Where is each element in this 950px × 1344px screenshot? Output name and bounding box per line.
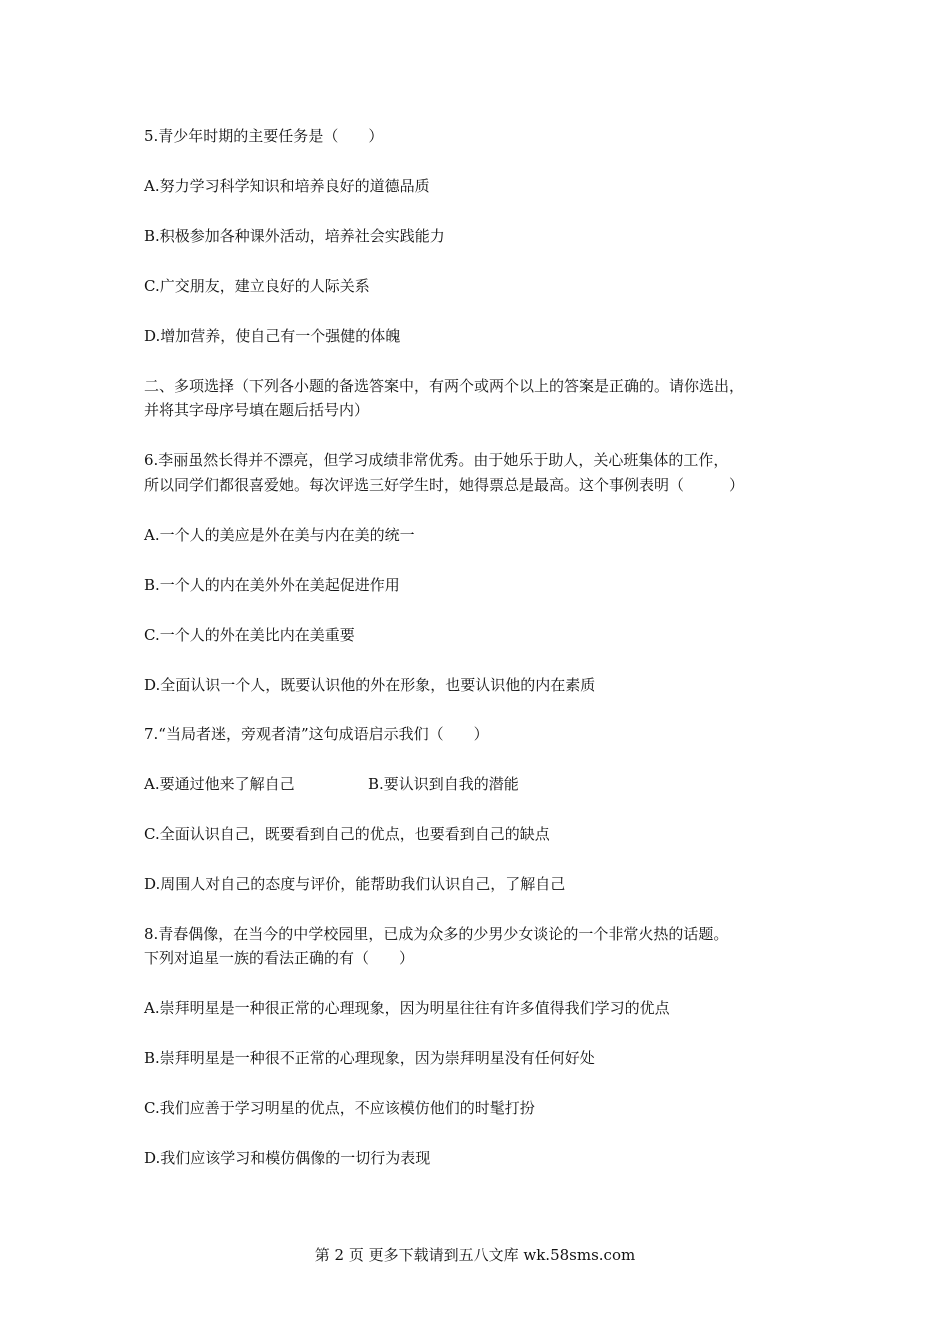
section2-heading-line2: 并将其字母序号填在题后括号内） [144, 401, 370, 419]
q7-option-b: B.要认识到自我的潜能 [368, 775, 519, 793]
q5-option-a: A.努力学习科学知识和培养良好的道德品质 [144, 177, 430, 195]
q5-option-c: C.广交朋友，建立良好的人际关系 [144, 277, 370, 295]
q8-option-c: C.我们应善于学习明星的优点，不应该模仿他们的时髦打扮 [144, 1099, 535, 1117]
q6-stem-line2: 所以同学们都很喜爱她。每次评选三好学生时，她得票总是最高。这个事例表明（ ） [144, 476, 745, 494]
q5-option-b: B.积极参加各种课外活动，培养社会实践能力 [144, 227, 445, 245]
page-footer: 第 2 页 更多下载请到五八文库 wk.58sms.com [314, 1246, 636, 1264]
q8-option-d: D.我们应该学习和模仿偶像的一切行为表现 [144, 1149, 431, 1167]
q8-option-b: B.崇拜明星是一种很不正常的心理现象，因为崇拜明星没有任何好处 [144, 1049, 595, 1067]
q5-stem: 5.青少年时期的主要任务是（ ） [144, 127, 384, 145]
q8-option-a: A.崇拜明星是一种很正常的心理现象，因为明星往往有许多值得我们学习的优点 [144, 999, 670, 1017]
q6-option-d: D.全面认识一个人，既要认识他的外在形象，也要认识他的内在素质 [144, 676, 596, 694]
q6-option-a: A.一个人的美应是外在美与内在美的统一 [144, 526, 415, 544]
q6-option-b: B.一个人的内在美外外在美起促进作用 [144, 576, 400, 594]
q7-stem: 7.“当局者迷，旁观者清”这句成语启示我们（ ） [144, 725, 489, 743]
q8-stem-line2: 下列对追星一族的看法正确的有（ ） [144, 949, 415, 967]
q7-option-a: A.要通过他来了解自己 [144, 775, 295, 793]
section2-heading-line1: 二、多项选择（下列各小题的备选答案中，有两个或两个以上的答案是正确的。请你选出， [144, 377, 745, 395]
q6-option-c: C.一个人的外在美比内在美重要 [144, 626, 355, 644]
q7-option-d: D.周围人对自己的态度与评价，能帮助我们认识自己，了解自己 [144, 875, 566, 893]
q5-option-d: D.增加营养，使自己有一个强健的体魄 [144, 327, 401, 345]
q6-stem-line1: 6.李丽虽然长得并不漂亮，但学习成绩非常优秀。由于她乐于助人，关心班集体的工作， [144, 451, 729, 469]
q7-option-c: C.全面认识自己，既要看到自己的优点，也要看到自己的缺点 [144, 825, 550, 843]
q8-stem-line1: 8.青春偶像，在当今的中学校园里，已成为众多的少男少女谈论的一个非常火热的话题。 [144, 925, 729, 943]
